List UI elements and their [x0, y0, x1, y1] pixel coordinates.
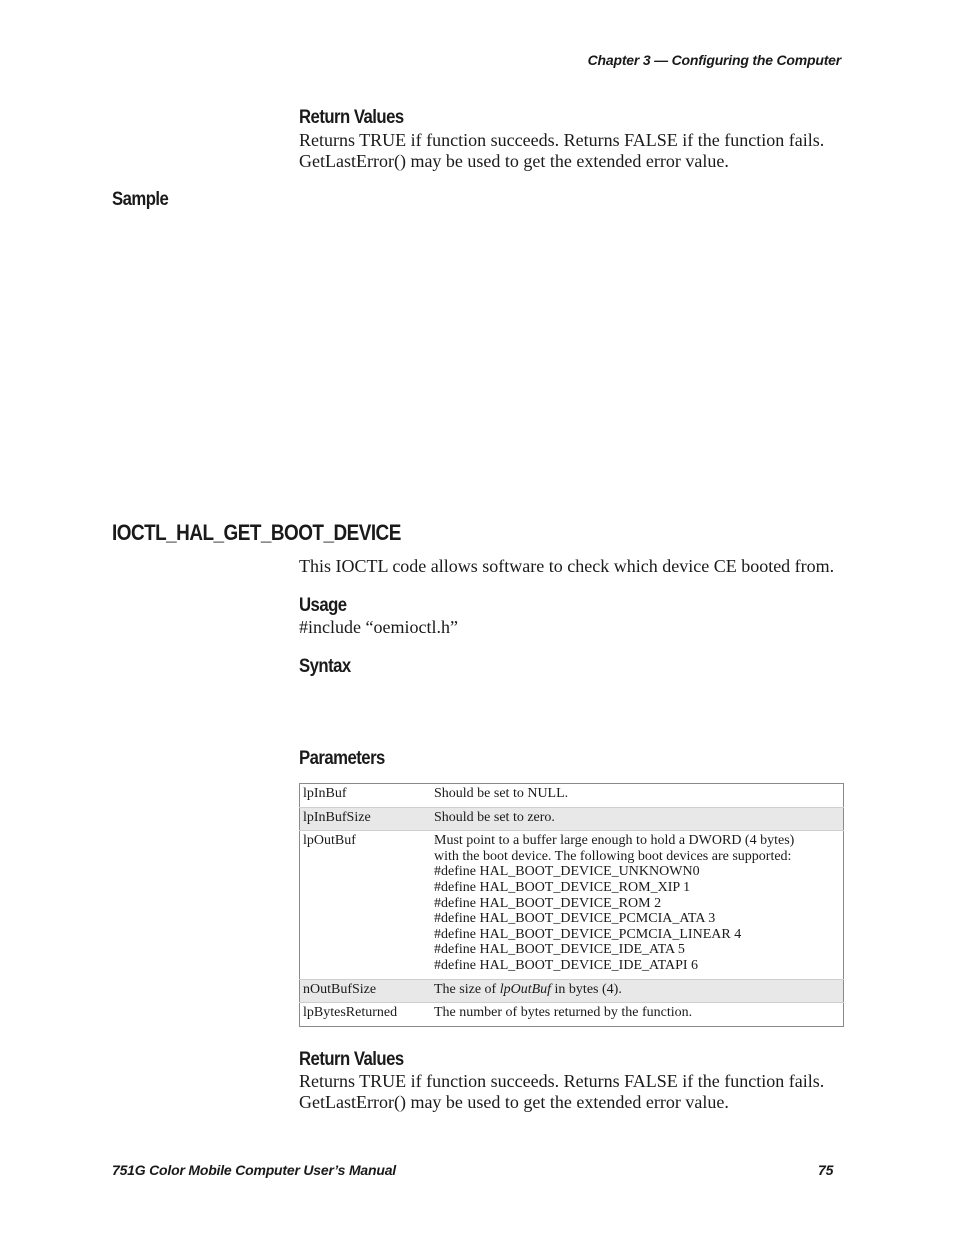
param-name: lpBytesReturned: [300, 1003, 429, 1027]
param-name: nOutBufSize: [300, 979, 429, 1003]
return-values-text-line2-2: GetLastError() may be used to get the extended error value.: [299, 1092, 729, 1112]
param-description-line: #define HAL_BOOT_DEVICE_ROM_XIP 1: [434, 879, 691, 895]
param-description-line: #define HAL_BOOT_DEVICE_IDE_ATA 5: [434, 942, 685, 958]
table-row: [300, 784, 844, 808]
param-description: [428, 979, 844, 1003]
footer-manual-title: 751G Color Mobile Computer User’s Manual: [112, 1162, 396, 1178]
return-values-text-line2: GetLastError() may be used to get the extended error value.: [299, 151, 729, 171]
param-name: lpInBuf: [303, 786, 347, 801]
param-description-text: The size of: [434, 981, 500, 997]
usage-heading: Usage: [299, 595, 347, 616]
param-description-line: The number of bytes returned by the function.: [434, 1005, 693, 1021]
param-description-line: #define HAL_BOOT_DEVICE_IDE_ATAPI 6: [434, 957, 699, 973]
param-description-line: Must point to a buffer large enough to hold a DWORD (4 bytes): [434, 833, 795, 849]
param-description-line: #define HAL_BOOT_DEVICE_ROM 2: [434, 895, 662, 911]
sample-heading: Sample: [112, 189, 169, 210]
running-header: Chapter 3 — Configuring the Computer: [587, 52, 841, 68]
param-description-emphasis: lpOutBuf: [499, 981, 552, 997]
section-title: IOCTL_HAL_GET_BOOT_DEVICE: [112, 520, 401, 545]
param-description-line: #define HAL_BOOT_DEVICE_UNKNOWN0: [434, 864, 700, 880]
param-description-line: with the boot device. The following boot devices are supported:: [434, 848, 792, 864]
table-row: [300, 831, 844, 979]
table-row: [300, 979, 844, 1003]
syntax-heading: Syntax: [299, 656, 351, 677]
parameters-table: [299, 783, 844, 1027]
return-values-text-line1-2: Returns TRUE if function succeeds. Returns FALSE if the function fails.: [299, 1071, 825, 1091]
param-description: [428, 784, 844, 808]
param-name: lpOutBuf: [300, 831, 429, 979]
footer-page-number: 75: [818, 1162, 834, 1178]
param-description-line: #define HAL_BOOT_DEVICE_PCMCIA_LINEAR 4: [434, 926, 742, 942]
section-description: This IOCTL code allows software to check which device CE booted from.: [299, 556, 835, 576]
return-values-text-line1: Returns TRUE if function succeeds. Returns FALSE if the function fails.: [299, 130, 825, 150]
table-row: [300, 807, 844, 831]
param-description-line: Should be set to zero.: [434, 809, 555, 825]
usage-text: #include “oemioctl.h”: [299, 617, 458, 637]
param-description: [428, 807, 844, 831]
parameters-heading: Parameters: [299, 748, 385, 769]
param-name: lpInBufSize: [300, 807, 429, 831]
return-values-heading: Return Values: [299, 107, 404, 128]
param-description: [428, 1003, 844, 1027]
return-values-heading-2: Return Values: [299, 1049, 404, 1070]
table-row: [300, 1003, 844, 1027]
param-description-line: #define HAL_BOOT_DEVICE_PCMCIA_ATA 3: [434, 911, 716, 927]
param-description-line: Should be set to NULL.: [434, 786, 569, 801]
param-description-text: in bytes (4).: [551, 981, 622, 997]
param-description: [428, 831, 844, 979]
